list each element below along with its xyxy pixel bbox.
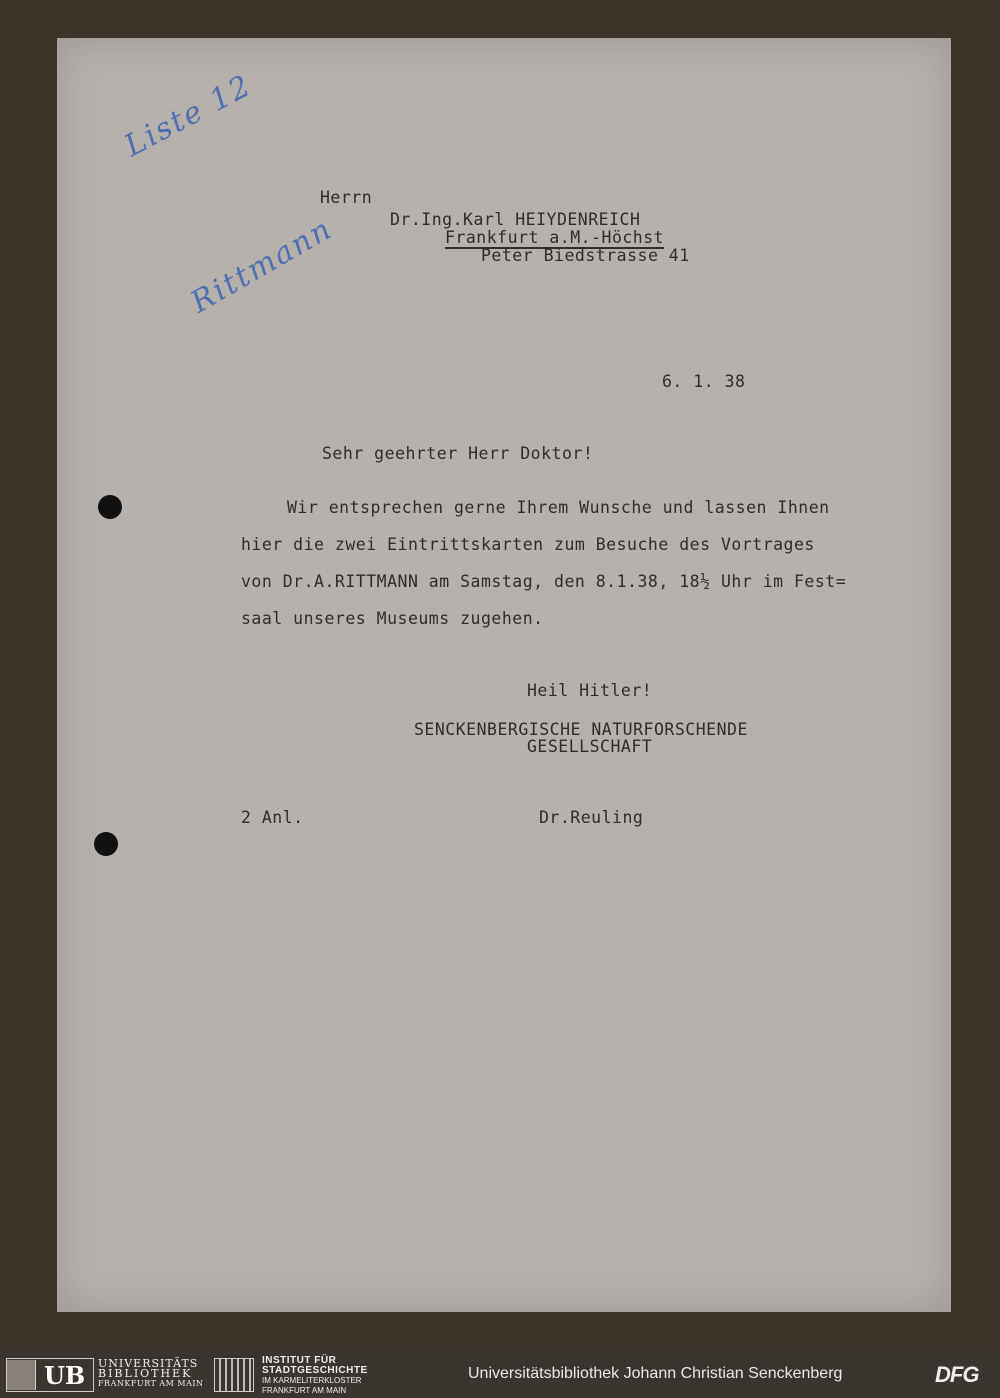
isg-line2: STADTGESCHICHTE	[262, 1365, 368, 1376]
punch-hole-bottom	[94, 832, 118, 856]
ub-name-line2: BIBLIOTHEK	[98, 1367, 193, 1380]
handwritten-note-liste: Liste 12	[119, 68, 258, 164]
recipient-street: Peter Biedstrasse 41	[481, 246, 690, 265]
isg-line4: FRANKFURT AM MAIN	[262, 1386, 347, 1395]
isg-line3: IM KARMELITERKLOSTER	[262, 1376, 362, 1385]
footer-bar	[0, 1350, 1000, 1398]
ub-logo	[6, 1358, 94, 1392]
body-line-2: hier die zwei Eintrittskarten zum Besuche des Vortrages	[241, 535, 815, 554]
greeting: Sehr geehrter Herr Doktor!	[322, 444, 594, 463]
dfg-logo: DFG	[935, 1362, 979, 1387]
signatory: Dr.Reuling	[539, 808, 644, 827]
ub-portrait-icon	[7, 1360, 36, 1390]
recipient-name: Dr.Ing.Karl HEIYDENREICH	[390, 210, 641, 229]
salutation-herrn: Herrn	[320, 188, 373, 207]
ub-logo-text: UB	[44, 1360, 86, 1390]
organization-line-2: GESELLSCHAFT	[527, 737, 653, 756]
punch-hole-top	[98, 495, 122, 519]
handwritten-note-rittmann: Rittmann	[185, 211, 339, 321]
recipient-city: Frankfurt a.M.-Höchst	[445, 228, 665, 247]
body-line-3: von Dr.A.RITTMANN am Samstag, den 8.1.38, 18½ Uhr im Fest=	[241, 572, 847, 591]
enclosures: 2 Anl.	[241, 808, 304, 827]
isg-line1: INSTITUT FÜR	[262, 1355, 337, 1366]
ub-name-line1: UNIVERSITÄTS	[98, 1357, 199, 1370]
closing: Heil Hitler!	[527, 681, 653, 700]
organization-line-1: SENCKENBERGISCHE NATURFORSCHENDE	[414, 720, 748, 739]
letter-date: 6. 1. 38	[662, 372, 746, 391]
ub-name-line3: FRANKFURT AM MAIN	[98, 1379, 204, 1388]
footer-center-text: Universitätsbibliothek Johann Christian Senckenberg	[468, 1365, 843, 1382]
isg-logo-icon	[214, 1358, 254, 1392]
letter-page	[57, 38, 951, 1312]
body-line-1: Wir entsprechen gerne Ihrem Wunsche und lassen Ihnen	[287, 498, 830, 517]
body-line-4: saal unseres Museums zugehen.	[241, 609, 544, 628]
